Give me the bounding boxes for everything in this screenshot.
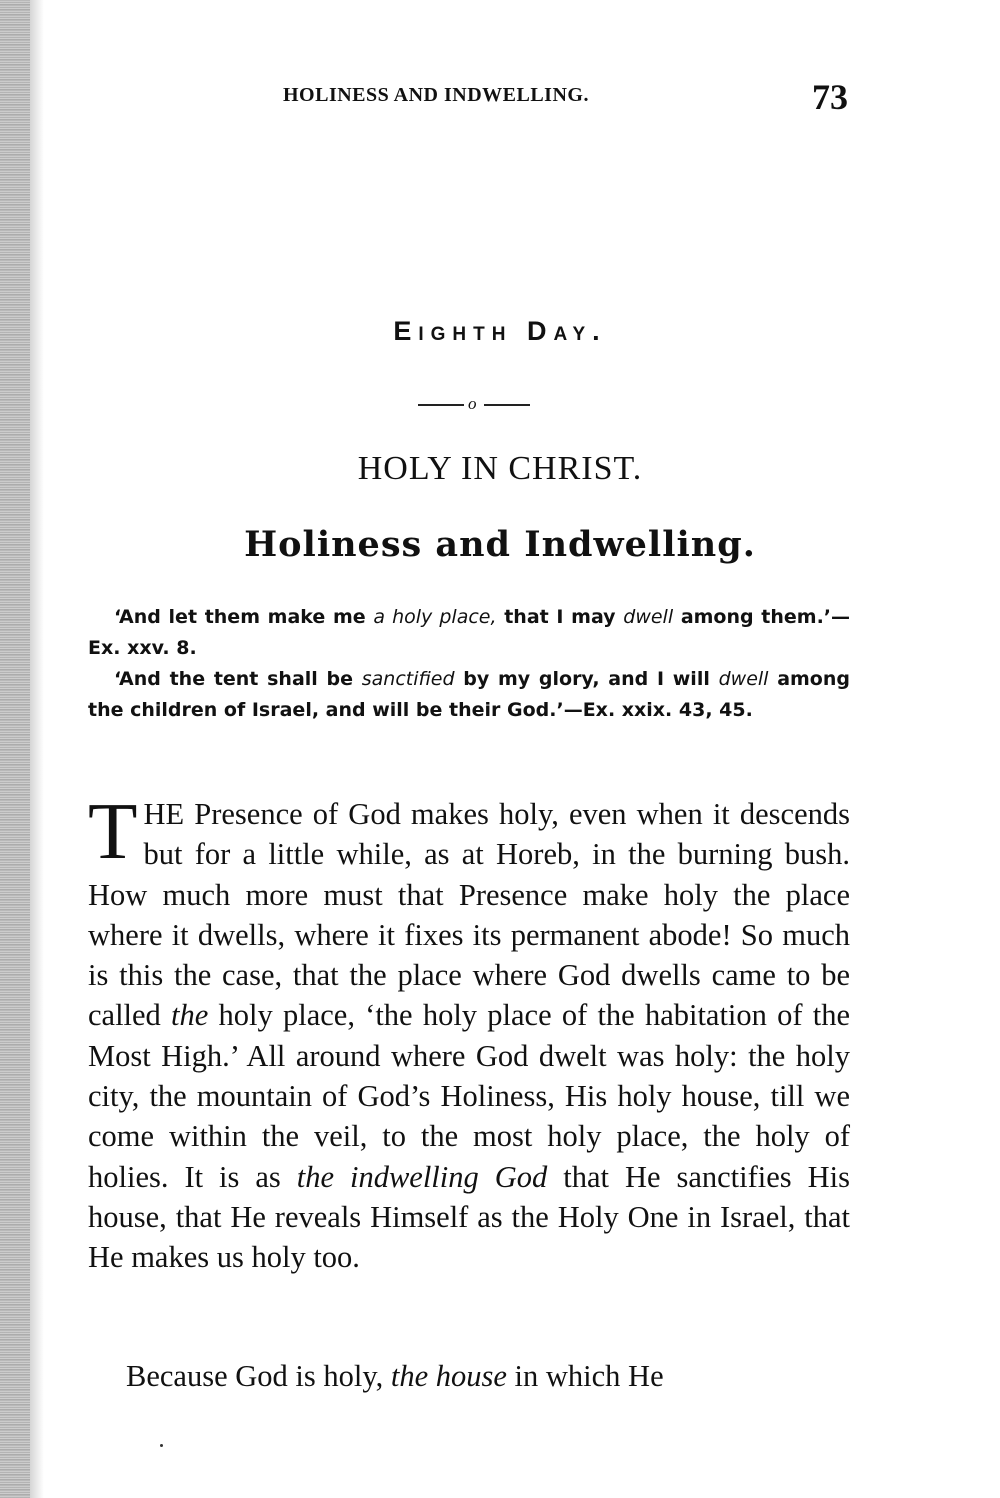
epigraph-2-emphasis-b: dwell: [718, 668, 769, 690]
paragraph-1: [88, 786, 851, 1278]
epigraph-2-emphasis-a: sanctified: [361, 668, 455, 690]
epigraph-2-close: among the children of Israel, and will be their God.’—Ex. xxix. 43, 45.: [88, 668, 850, 721]
epigraph-1-mid: that I may: [504, 606, 616, 628]
paragraph-2-text-a: Because God is holy,: [126, 1359, 384, 1393]
running-header: [0, 74, 1000, 117]
paragraph-1-emphasis-a: the: [171, 998, 209, 1033]
page-gutter-fade: [30, 0, 44, 1498]
epigraph-1: [88, 602, 850, 664]
print-speck: [160, 1444, 163, 1447]
day-heading: Eighth Day.: [393, 316, 607, 346]
page-number: 73: [812, 77, 848, 117]
chapter-title: HOLY IN CHRIST.: [357, 450, 643, 487]
ornament-divider: [418, 394, 530, 414]
epigraph-1-open: ‘And let them make me: [114, 606, 366, 628]
drop-cap: T: [88, 786, 138, 876]
paragraph-1-text-b: holy place, ‘the holy place of the habitation of the Most High.’ All around where God dwelt was holy: the holy city, the mountain of God’s Holiness, His holy house, till we come within the veil, to the most holy place, the holy of holies. It is as: [88, 998, 851, 1194]
ornament-line-left: [418, 404, 464, 406]
epigraph-1-emphasis-b: dwell: [623, 606, 674, 628]
paragraph-1-text-a: HE Presence of God makes holy, even when it descends but for a little while, as at Horeb, in the burning bush. How much more must that Presence make holy the place where it dwells, where it fixes its permanent abode! So much is this the case, that the place where God dwells came to be called: [88, 797, 850, 1033]
ornament-line-right: [484, 404, 530, 406]
epigraph-1-emphasis-a: a holy place,: [373, 606, 497, 628]
chapter-subtitle: Holiness and Indwelling.: [244, 524, 756, 565]
epigraph-2-open: ‘And the tent shall be: [114, 668, 354, 690]
paragraph-2-text-b: in which He: [514, 1359, 664, 1393]
paragraph-2: [88, 1356, 850, 1396]
epigraph-2-mid: by my glory, and I will: [463, 668, 710, 690]
paragraph-1-text-c: that He sanctifies His house, that He reveals Himself as the Holy One in Israel, that He makes us holy too.: [88, 1159, 850, 1275]
page-gutter-shadow: [0, 0, 30, 1498]
paragraph-2-emphasis: the house: [390, 1359, 507, 1393]
epigraph-1-close: among them.’—Ex. xxv. 8.: [88, 606, 851, 659]
paragraph-1-emphasis-b: the indwelling God: [296, 1159, 548, 1194]
running-title: HOLINESS AND INDWELLING.: [283, 84, 589, 106]
epigraph-2: [88, 664, 850, 726]
ornament-glyph: o: [468, 394, 477, 413]
